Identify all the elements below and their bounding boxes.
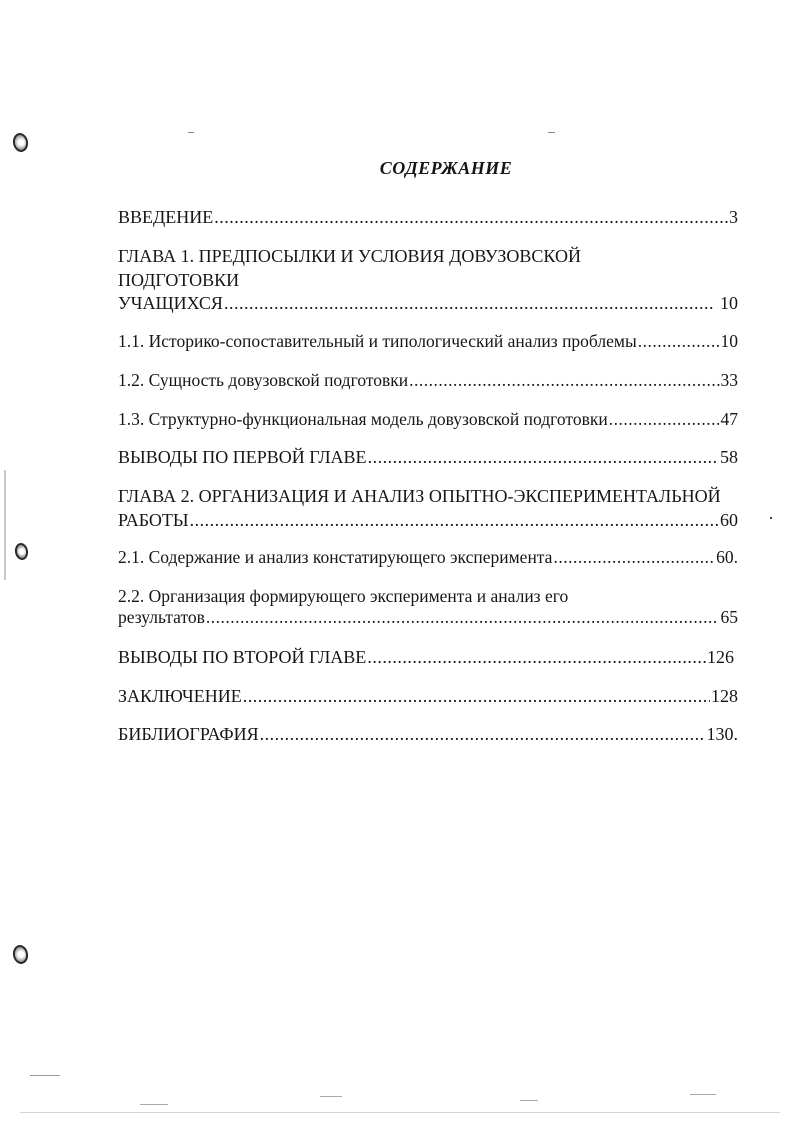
toc-leader-dots [367,647,706,668]
toc-leader-dots [409,370,719,391]
toc-page-number: 65 [720,607,738,627]
toc-page-number: 130. [706,724,738,744]
toc-page-number: 60 [720,509,738,530]
toc-page-number: 126 [707,647,734,667]
toc-page-number: 60. [716,547,738,567]
toc-entry-section-2-2 [118,586,738,628]
toc-leader-dots [206,607,716,628]
toc-entry-label: результатов [118,607,205,627]
toc-page-number: 47 [720,409,738,429]
toc-title: СОДЕРЖАНИЕ [379,158,513,178]
toc-entry-conclusion [118,686,738,707]
scan-speck [548,132,555,133]
toc-leader-dots [368,447,719,468]
toc-leader-dots [553,547,715,568]
scan-speck [520,1100,538,1101]
toc-leader-dots [609,409,720,430]
toc-entry-bibliography [118,724,738,745]
scan-speck [770,517,772,519]
toc-entry-conclusions-chapter-2 [118,647,734,668]
toc-entry-label: БИБЛИОГРАФИЯ [118,724,259,744]
toc-entry-label-line: ГЛАВА 1. ПРЕДПОСЫЛКИ И УСЛОВИЯ ДОВУЗОВСКОЙ [118,246,581,266]
toc-entry-introduction [118,207,738,228]
toc-entry-section-1-3 [118,409,738,430]
toc-entry-section-1-2 [118,370,738,391]
scan-edge-noise [20,1112,780,1113]
toc-entry-section-2-1 [118,547,738,568]
toc-entry-label: РАБОТЫ [118,509,189,530]
toc-entry-label: УЧАЩИХСЯ [118,293,223,313]
toc-page-number: 10 [720,293,738,313]
punch-hole-mark [11,132,29,153]
toc-leader-dots [243,686,710,707]
toc-entry-chapter-1 [118,245,738,316]
toc-entry-label: ВЫВОДЫ ПО ПЕРВОЙ ГЛАВЕ [118,447,367,467]
toc-leader-dots [638,331,720,352]
toc-entry-label: 1.1. Историко-сопоставительный и типологический анализ проблемы [118,331,637,351]
toc-entry-label: ВВЕДЕНИЕ [118,207,214,227]
toc-leader-dots [260,724,706,745]
toc-entry-label-line: ГЛАВА 2. ОРГАНИЗАЦИЯ И АНАЛИЗ ОПЫТНО-ЭКСПЕРИМЕНТАЛЬНОЙ [118,486,721,506]
punch-hole-mark [11,944,29,965]
toc-entry-label: ЗАКЛЮЧЕНИЕ [118,686,242,706]
toc-entry-conclusions-chapter-1 [118,447,738,468]
scan-speck [690,1094,716,1095]
scan-speck [320,1096,342,1097]
scan-speck [188,132,194,133]
toc-page-number: 58 [720,447,738,467]
toc-entry-section-1-1 [118,331,738,352]
scan-speck [140,1104,168,1105]
toc-page-number: 33 [720,370,738,390]
toc-leader-dots [190,509,719,533]
toc-entry-label-line: ПОДГОТОВКИ [118,269,240,290]
toc-entry-label-line: 2.2. Организация формирующего эксперимента и анализ его [118,586,569,606]
toc-page-number: 128 [711,686,738,706]
toc-entry-label: 1.2. Сущность довузовской подготовки [118,370,409,390]
toc-entry-label: ВЫВОДЫ ПО ВТОРОЙ ГЛАВЕ [118,647,367,667]
toc-leader-dots [224,292,713,316]
toc-leader-dots [214,207,728,228]
toc-page-number: 3 [729,207,738,227]
scan-edge-noise [4,470,6,580]
toc-entry-label: 1.3. Структурно-функциональная модель довузовской подготовки [118,409,608,429]
toc-page-number: 10 [720,331,738,351]
toc-entry-chapter-2 [118,485,748,532]
toc-entry-label: 2.1. Содержание и анализ констатирующего эксперимента [118,547,553,567]
scan-speck [30,1075,60,1076]
punch-hole-mark [14,542,30,561]
